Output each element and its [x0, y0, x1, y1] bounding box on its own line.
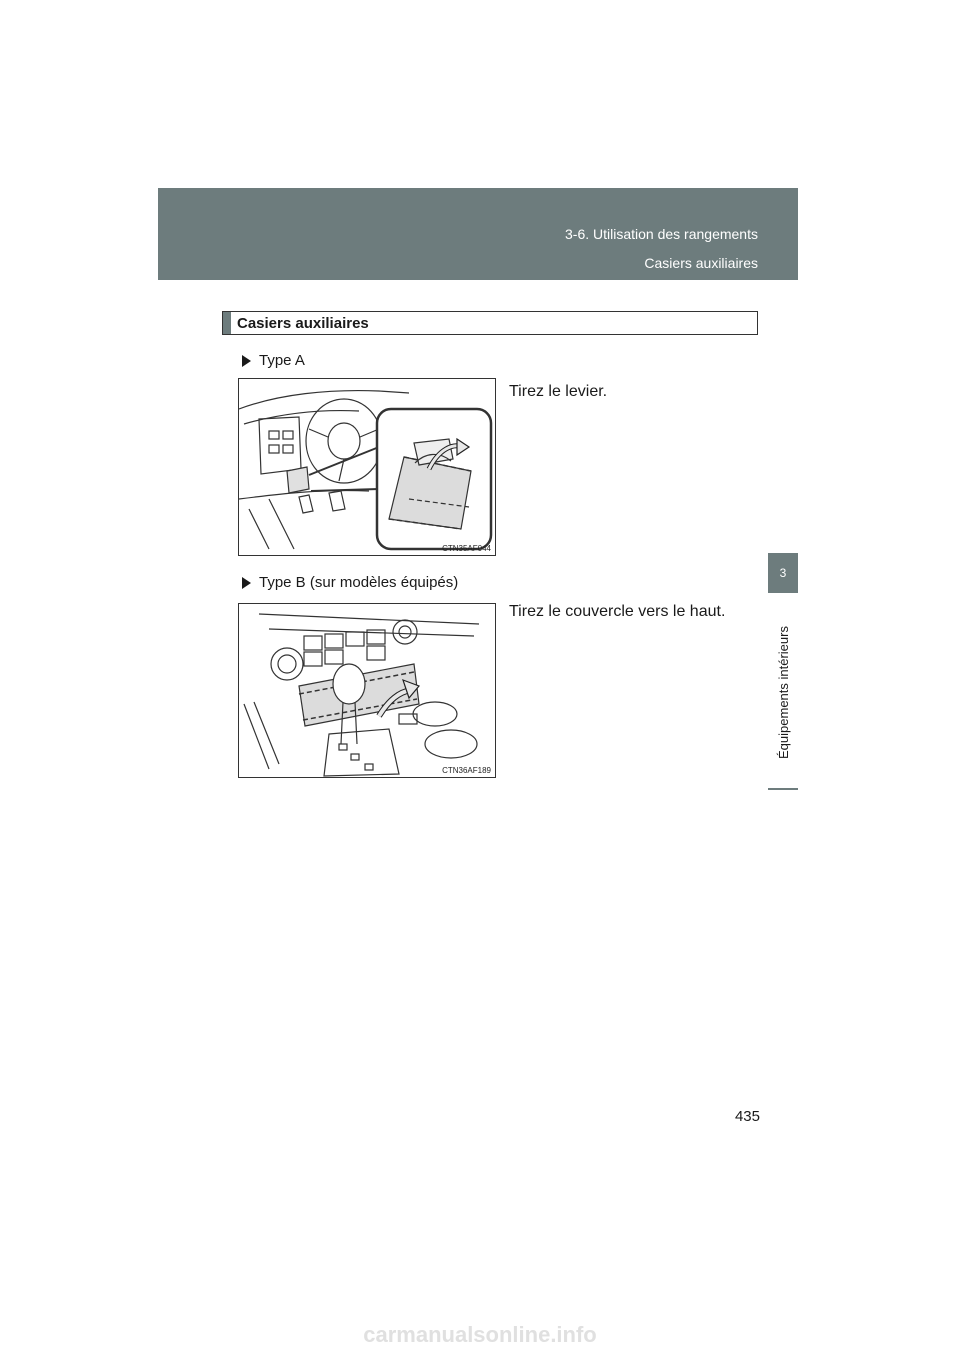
item-label-text: Type B (sur modèles équipés)	[259, 574, 459, 591]
header-subsection: Casiers auxiliaires	[644, 255, 758, 271]
bullet-triangle-icon	[242, 577, 251, 589]
figure-type-b	[238, 603, 496, 778]
item-instruction-type-a: Tirez le levier.	[509, 383, 608, 400]
chapter-number: 3	[779, 566, 787, 580]
bullet-triangle-icon	[242, 355, 251, 367]
figure-code: CTN35AF044	[442, 544, 491, 553]
item-label-type-a	[242, 352, 305, 369]
header-section: 3-6. Utilisation des rangements	[565, 226, 758, 242]
figure-type-a	[238, 378, 496, 556]
page-header	[158, 188, 798, 280]
item-label-type-b	[242, 574, 458, 591]
dashboard-lever-illustration	[239, 379, 495, 555]
section-title	[222, 311, 758, 335]
chapter-title-text: Équipements intérieurs	[775, 626, 791, 759]
section-title-bar	[223, 312, 231, 334]
figure-code: CTN36AF189	[442, 766, 491, 775]
page-number: 435	[734, 1108, 760, 1125]
console-cover-illustration	[239, 604, 495, 777]
chapter-title	[770, 600, 796, 785]
item-instruction-type-b: Tirez le couvercle vers le haut.	[509, 603, 726, 620]
section-title-text: Casiers auxiliaires	[237, 314, 369, 332]
item-label-text: Type A	[259, 352, 305, 369]
watermark: carmanualsonline.info	[363, 1322, 597, 1347]
